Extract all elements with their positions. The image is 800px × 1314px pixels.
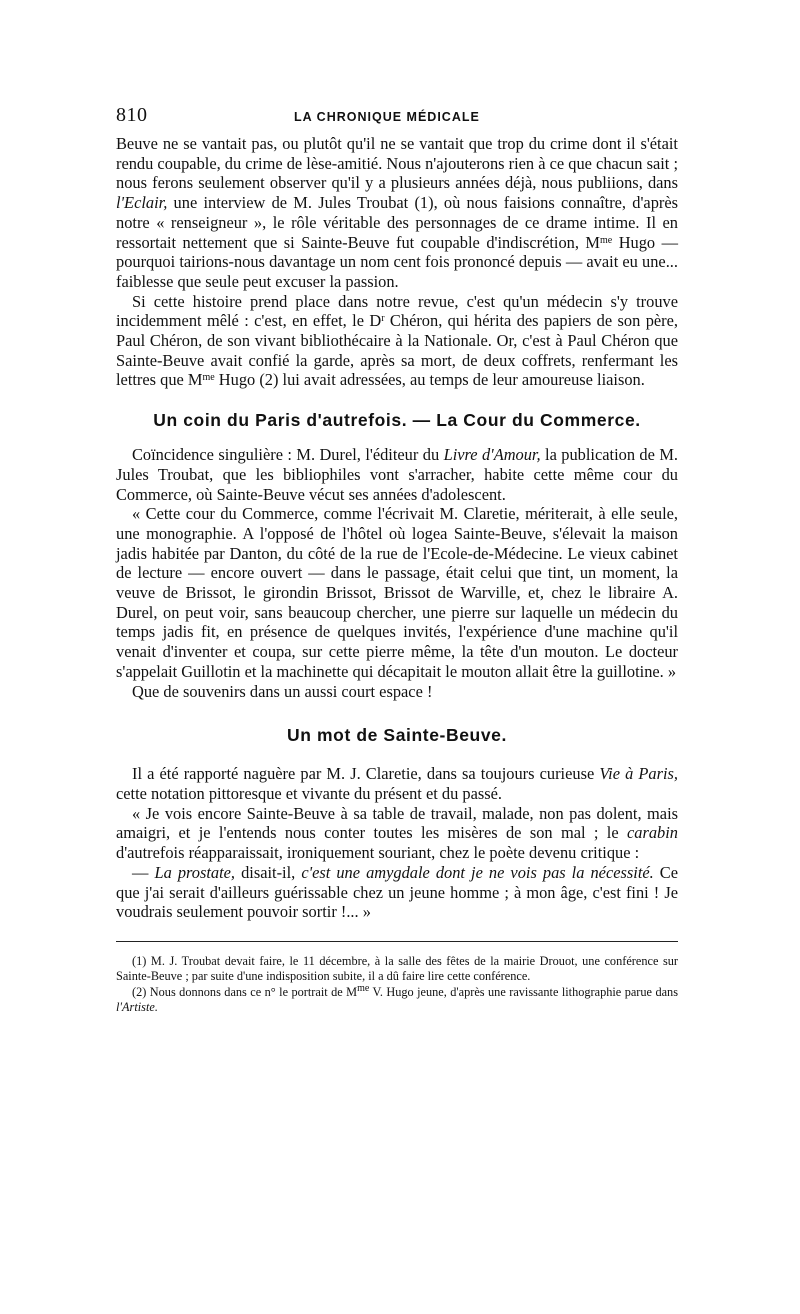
paragraph-claretie-quote: « Cette cour du Commerce, comme l'écrivait M. Claretie, mériterait, à elle seule, une monographie. A l'opposé de l'hôtel où logea Sainte-Beuve, s'élevait la maison jadis habitée par Danton, du côté de la rue de l'Ecole-de-Médecine. Le vieux cabinet de lecture — encore ouvert — dans le passage, était celui que tint, un moment, la veuve de Brissot, le girondin Brissot, Brissot de Warville, et, chez le libraire A. Durel, on peut voir, sans beaucoup chercher, une pierre sur laquelle un médecin du temps jadis fit, en présence de quelques invités, l'expérience d'une machine qu'il venait d'inventer et coupa, sur cette pierre même, la tête d'un mouton. Le docteur s'appelait Guillotin et la machinette qui décapitait le mouton allait être la guillotine. » bbox=[116, 504, 678, 681]
footnote-2: (2) Nous donnons dans ce n° le portrait de $M^{me}$ V. Hugo jeune, d'après une ravissante lithographie parue dans l'Artiste. bbox=[116, 982, 678, 1015]
paragraph-prostate-quote: — La prostate, disait-il, c'est une amygdale dont je ne vois pas la nécessité. Ce que j'ai serait d'ailleurs guérissable chez un jeune homme ; à mon âge, c'est fini ! Je voudrais seulement pouvoir sortir !... » bbox=[116, 862, 679, 922]
section-heading-cour-du-commerce: Un coin du Paris d'autrefois. — La Cour du Commerce. bbox=[153, 410, 641, 431]
page-number: 810 bbox=[116, 104, 148, 126]
paragraph-cheron: Si cette histoire prend place dans notre revue, c'est qu'un médecin s'y trouve incidemment mêlé : c'est, en effet, le $D^r$ Chéron, qui hérita des papiers de son père, Paul Chéron, de son vivant bibliothécaire à la Nationale. Or, c'est à Paul Chéron que Sainte-Beuve avait confié la garde, après sa mort, de deux coffrets, renfermant les lettres que $M^{me}$ Hugo (2) lui avait adressées, au temps de leur amoureuse liaison. bbox=[116, 291, 678, 390]
running-header bbox=[116, 104, 678, 134]
paragraph-troubat-interview: Beuve ne se vantait pas, ou plutôt qu'il ne se vantait que trop du crime dont il s'était rendu coupable, du crime de lèse-amitié. Nous n'ajouterons rien à ce que chacun sait ; nous ferons seulement observer qu'il y a plusieurs années déjà, nous publiions, dans l'Eclair, une interview de M. Jules Troubat (1), où nous faisions connaître, d'après notre « renseigneur », le rôle véritable des personnages de ce drame intime. Il en ressortait nettement que si Sainte-Beuve fut coupable d'indiscrétion, $M^{me}$ Hugo — pourquoi tairions-nous davantage un nom cent fois prononcé depuis — avait eu une... faiblesse que seule peut excuser la passion. bbox=[116, 134, 678, 291]
book-page bbox=[116, 104, 678, 1016]
paragraph-table-de-travail: « Je vois encore Sainte-Beuve à sa table de travail, malade, non pas dolent, mais amaigri, et je l'entends nous conter toutes les misères de son mal ; le carabin d'autrefois réapparaissait, ironiquement souriant, chez le poète devenu critique : bbox=[116, 803, 678, 863]
paragraph-souvenirs: Que de souvenirs dans un aussi court espace ! bbox=[132, 681, 433, 701]
paragraph-vie-a-paris: Il a été rapporté naguère par M. J. Claretie, dans sa toujours curieuse Vie à Paris, cette notation pittoresque et vivante du présent et du passé. bbox=[116, 764, 678, 803]
running-title: LA CHRONIQUE MÉDICALE bbox=[294, 110, 480, 124]
footnote-1: (1) M. J. Troubat devait faire, le 11 décembre, à la salle des fêtes de la mairie Drouot, une conférence sur Sainte-Beuve ; par suite d'une indisposition subite, il a dû faire lire cette conférence. bbox=[116, 953, 678, 984]
footnote-divider bbox=[116, 941, 678, 942]
section-heading-mot-sainte-beuve: Un mot de Sainte-Beuve. bbox=[287, 725, 507, 746]
paragraph-durel: Coïncidence singulière : M. Durel, l'éditeur du Livre d'Amour, la publication de M. Jules Troubat, que les bibliophiles vont s'arracher, habite cette même cour du Commerce, où Sainte-Beuve vécut ses années d'adolescent. bbox=[116, 445, 678, 504]
